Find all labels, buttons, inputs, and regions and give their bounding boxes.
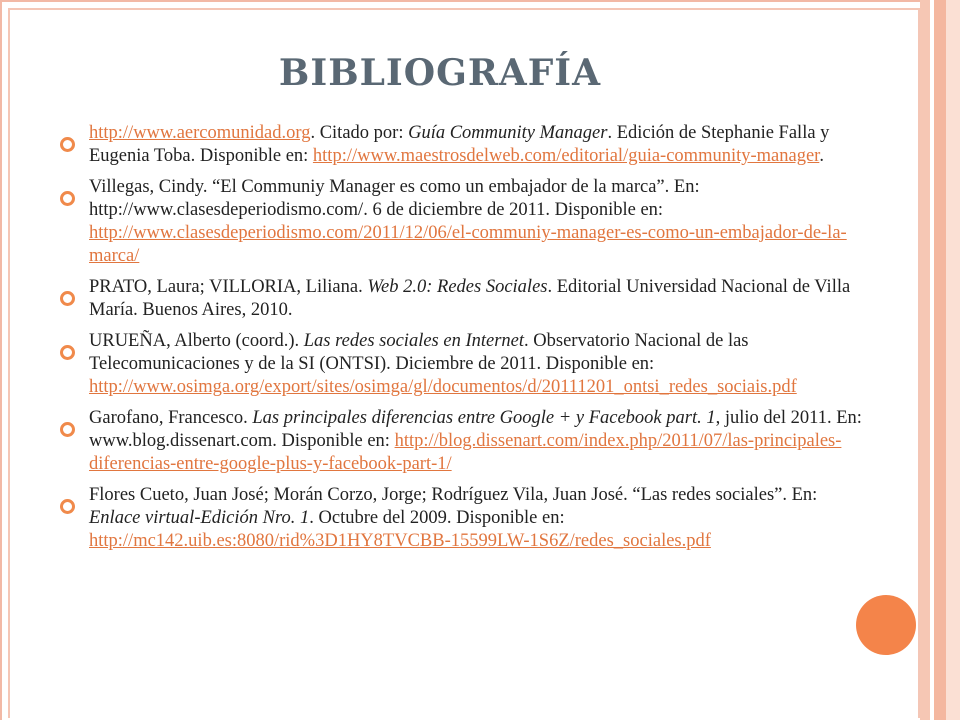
reference-link[interactable]: http://blog.dissenart.com/index.php/2011/07/las-principales-diferencias-entre-google-plus-y-facebook-part-1/ [89,431,842,474]
entry-title: Guía Community Manager [408,123,608,143]
bibliography-entry [60,407,870,476]
entry-text: . Observatorio Nacional de las Telecomunicaciones y de la SI (ONTSI). Diciembre de 2011. Disponible en: [89,331,749,374]
reference-link[interactable]: http://www.aercomunidad.org [89,123,311,143]
entry-title: Enlace virtual-Edición Nro. 1 [89,508,310,528]
entry-title: Las redes sociales en Internet [303,331,525,351]
reference-link[interactable]: http://www.maestrosdelweb.com/editorial/guia-community-manager [312,146,820,166]
entry-text: Garofano, Francesco. [89,408,253,428]
reference-link[interactable]: http://www.clasesdeperiodismo.com/2011/12/06/el-communiy-manager-es-como-un-embajador-de-la-marca/ [89,223,847,266]
bibliography-entry [60,330,870,399]
stripe [934,0,946,720]
reference-link[interactable]: http://www.osimga.org/export/sites/osimga/gl/documentos/d/20111201_ontsi_redes_sociais.pdf [89,377,797,397]
bullet-icon [60,422,75,437]
entry-text: . Editorial Universidad Nacional de Villa María. Buenos Aires, 2010. [89,277,851,320]
slide-title: BIBLIOGRAFÍA [278,52,602,94]
entry-text: Villegas, Cindy. “El Communiy Manager es como un embajador de la marca”. En: http://www.clasesdeperiodismo.com/. 6 de diciembre de 2011. Disponible en: [89,177,700,220]
slide-top-edge [0,0,960,2]
bibliography-entry [60,176,870,268]
entry-text: . Octubre del 2009. Disponible en: [309,508,565,528]
slide-left-edge [0,0,2,720]
bullet-icon [60,191,75,206]
stripe [946,0,960,720]
bullet-icon [60,499,75,514]
entry-text: , julio del 2011. En: www.blog.dissenart.com. Disponible en: [89,408,862,451]
entry-title: Web 2.0: Redes Sociales [367,277,548,297]
bibliography-entry [60,484,870,553]
reference-link[interactable]: http://mc142.uib.es:8080/rid%3D1HY8TVCBB-15599LW-1S6Z/redes_sociales.pdf [89,531,711,551]
bullet-icon [60,137,75,152]
entry-title: Las principales diferencias entre Google + y Facebook part. 1 [252,408,716,428]
decorative-circle [856,595,916,655]
bibliography-entry [60,122,870,168]
stripe [920,0,930,720]
bullet-icon [60,291,75,306]
bibliography-list [60,122,870,561]
entry-text: . [819,146,824,166]
bullet-icon [60,345,75,360]
entry-text: . Citado por: [310,123,409,143]
decorative-stripes [920,0,960,720]
entry-text: URUEÑA, Alberto (coord.). [89,331,304,351]
bibliography-entry [60,276,870,322]
entry-text: Flores Cueto, Juan José; Morán Corzo, Jorge; Rodríguez Vila, Juan José. “Las redes sociales”. En: [89,485,818,505]
entry-text: . Edición de Stephanie Falla y Eugenia Toba. Disponible en: [89,123,830,166]
entry-text: PRATO, Laura; VILLORIA, Liliana. [89,277,368,297]
